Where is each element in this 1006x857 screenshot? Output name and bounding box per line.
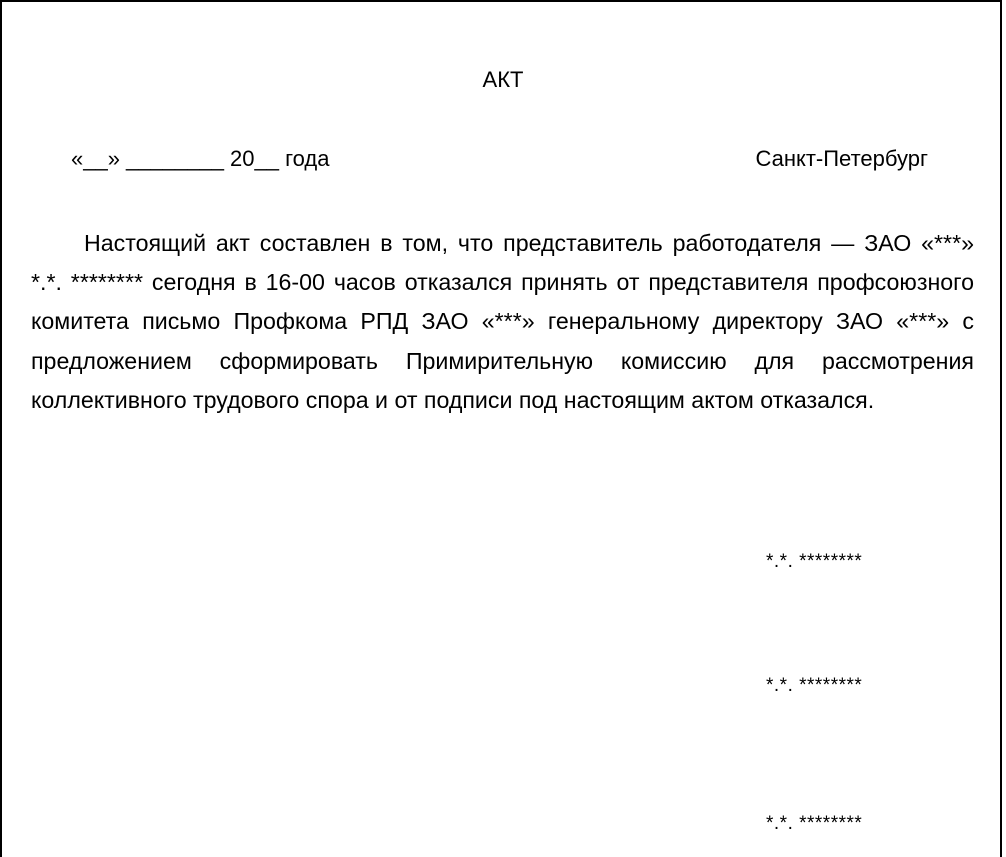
- city-name: Санкт-Петербург: [755, 146, 928, 171]
- signature-line-1: *.*. ********: [766, 551, 863, 572]
- document-title: АКТ: [482, 67, 524, 92]
- signature-line-2: *.*. ********: [766, 675, 863, 696]
- act-body-paragraph: Настоящий акт составлен в том, что представитель работодателя — ЗАО «***» *.*. ******** сегодня в 16-00 часов отказался принять от представителя профсоюзного комитета письмо Профкома РПД ЗАО «***» генеральному директору ЗАО «***» с предложением сформировать Примирительную комиссию для рассмотрения коллективного трудового спора и от подписи под настоящим актом отказался.: [31, 230, 974, 413]
- date-line: «__» ________ 20__ года: [71, 146, 330, 171]
- signature-line-3: *.*. ********: [766, 813, 863, 834]
